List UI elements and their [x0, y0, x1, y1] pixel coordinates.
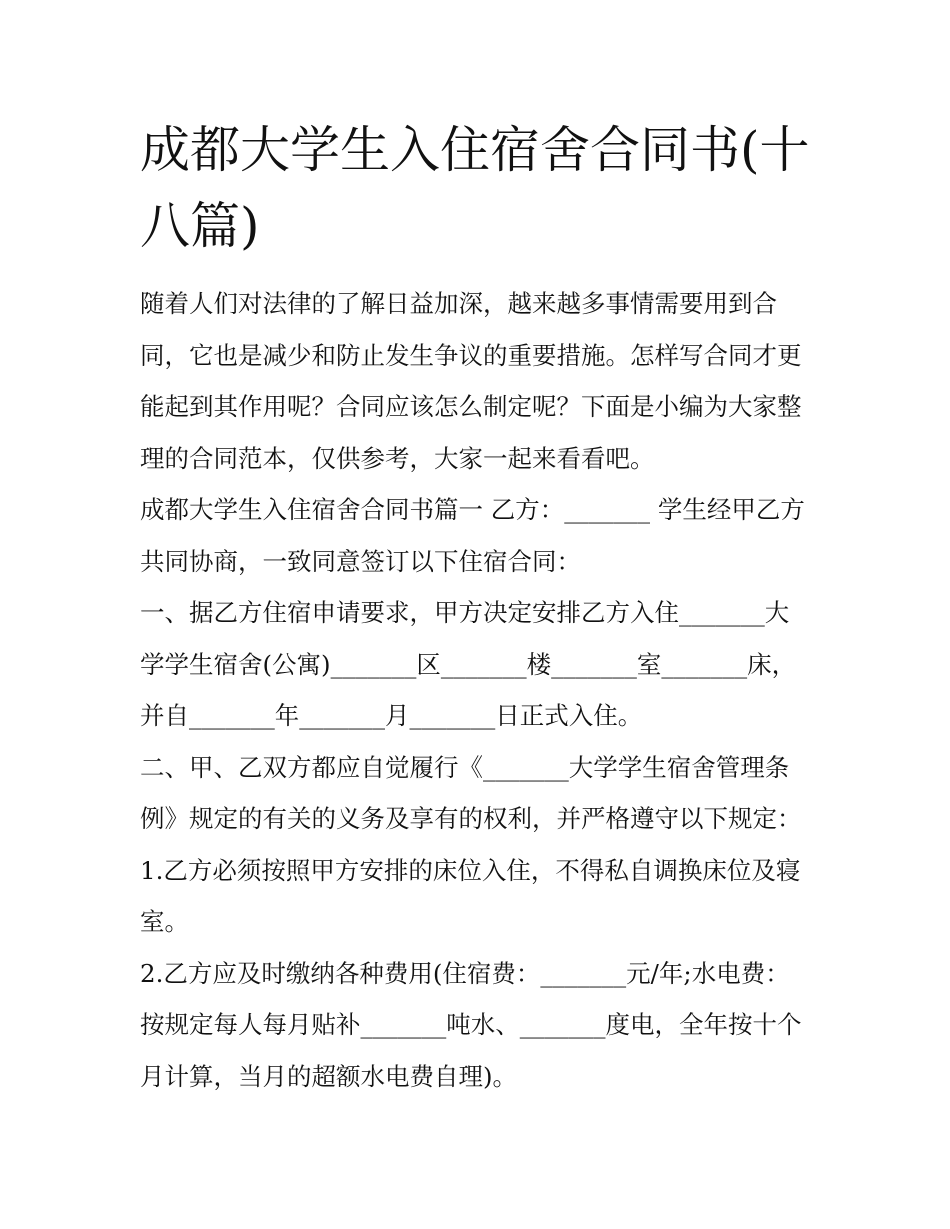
body-line: 并自_______年_______月_______日正式入住。 — [140, 701, 643, 730]
document-body — [140, 278, 830, 1102]
body-line: 理的合同范本，仅供参考，大家一起来看看吧。 — [140, 443, 655, 473]
body-line: 一、据乙方住宿申请要求，甲方决定安排乙方入住_______大 — [140, 598, 790, 627]
body-line: 二、甲、乙双方都应自觉履行《_______大学学生宿舍管理条 — [140, 752, 790, 782]
body-line: 按规定每人每月贴补_______吨水、_______度电，全年按十个 — [140, 1010, 802, 1039]
body-line: 室。 — [140, 907, 189, 936]
body-line: 例》规定的有关的义务及享有的权利，并严格遵守以下规定： — [140, 804, 802, 833]
body-line: 能起到其作用呢？合同应该怎么制定呢？下面是小编为大家整 — [140, 392, 802, 421]
body-line: 随着人们对法律的了解日益加深，越来越多事情需要用到合 — [140, 289, 777, 318]
body-line: 2.乙方应及时缴纳各种费用(住宿费：_______元/年;水电费： — [140, 958, 790, 988]
body-line: 同，它也是减少和防止发生争议的重要措施。怎样写合同才更 — [140, 340, 802, 370]
body-line: 共同协商，一致同意签订以下住宿合同： — [140, 546, 581, 576]
body-line: 1.乙方必须按照甲方安排的床位入住，不得私自调换床位及寝 — [140, 855, 801, 885]
body-line: 成都大学生入住宿舍合同书篇一 乙方：_______ 学生经甲乙方 — [140, 495, 805, 524]
body-line: 月计算，当月的超额水电费自理)。 — [140, 1061, 518, 1091]
document-title: 成都大学生入住宿舍合同书(十八篇) — [140, 121, 810, 255]
body-line: 学学生宿舍(公寓)_______区_______楼_______室_______床， — [140, 649, 797, 679]
